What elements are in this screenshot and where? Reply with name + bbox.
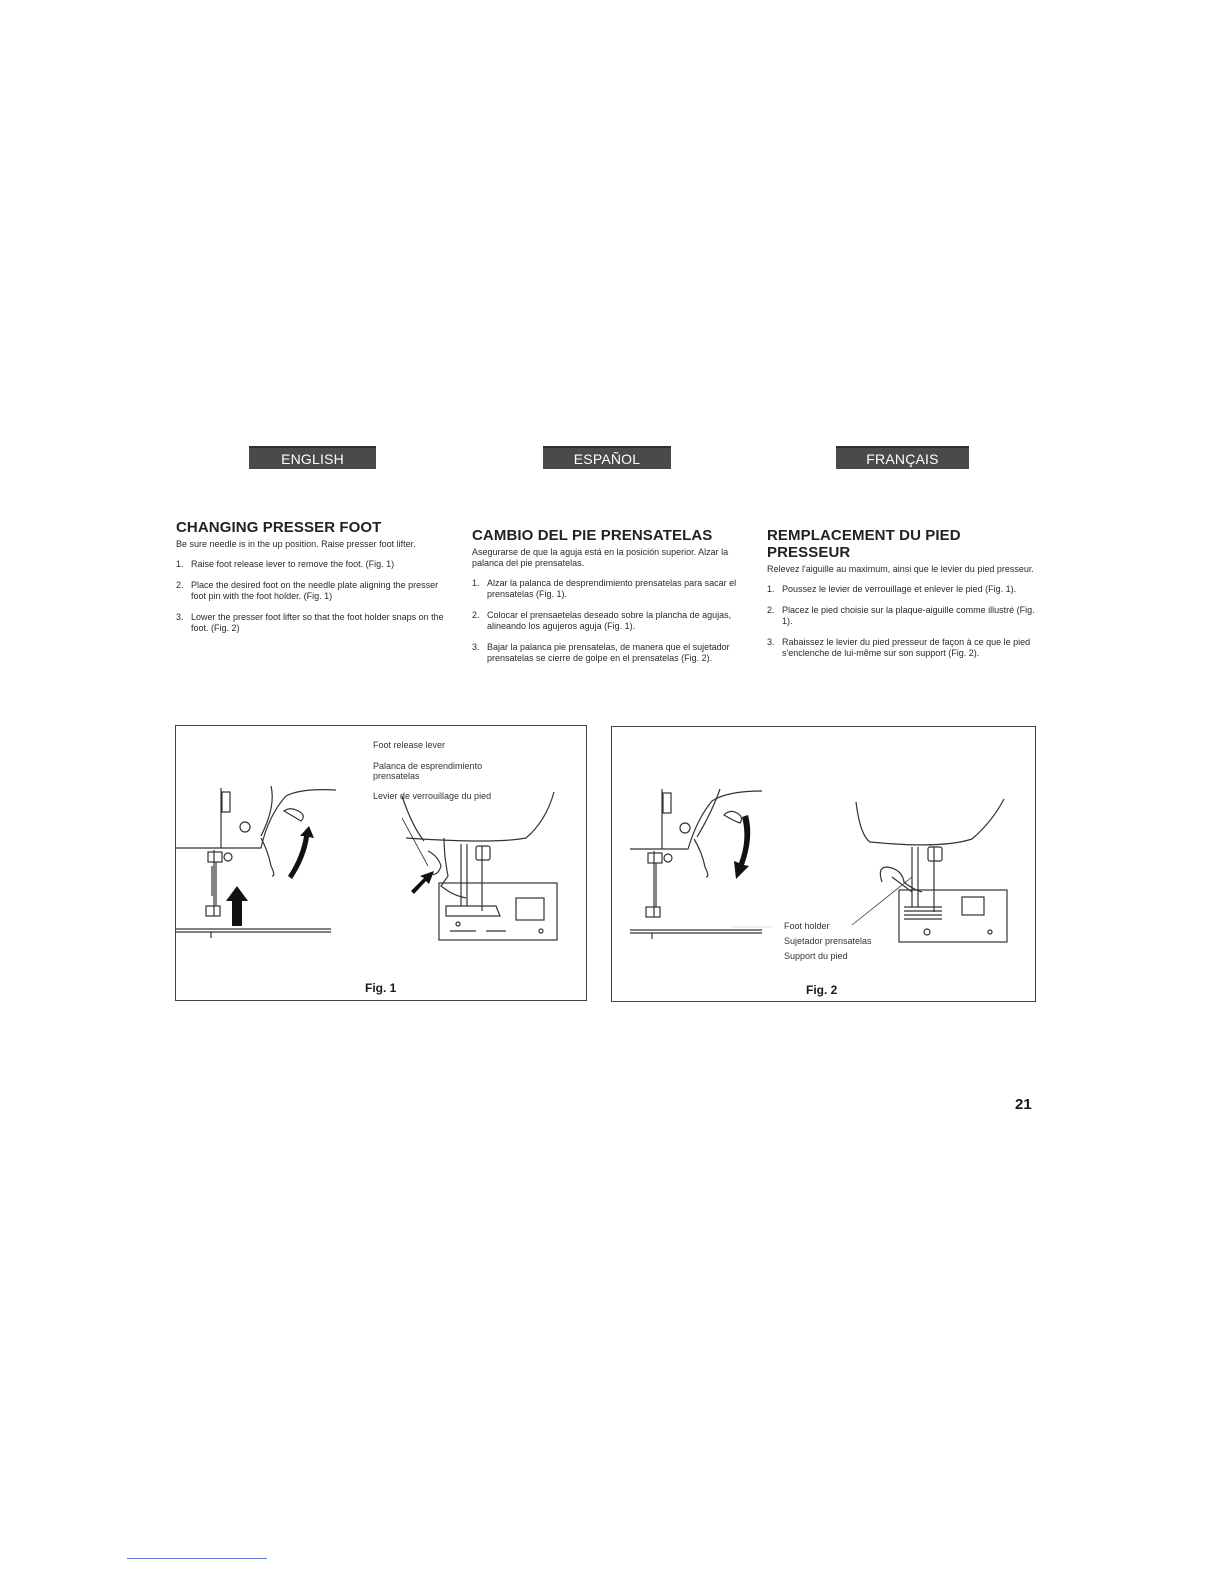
step-text: Bajar la palanca pie prensatelas, de manera que el sujetador prensatelas se cierre de golpe en el prensatelas (Fig. 2). <box>487 642 730 663</box>
step-text: Lower the presser foot lifter so that the foot holder snaps on the foot. (Fig. 2) <box>191 612 444 633</box>
fig2-label-es: Sujetador prensatelas <box>784 936 872 946</box>
step-text: Place the desired foot on the needle plate aligning the presser foot pin with the foot holder. (Fig. 1) <box>191 580 439 601</box>
list-item <box>176 559 448 570</box>
language-tab-french: FRANÇAIS <box>836 446 969 469</box>
french-section <box>767 527 1039 669</box>
step-number: 3. <box>472 642 480 652</box>
english-title: CHANGING PRESSER FOOT <box>176 519 382 536</box>
fig1-label-en: Foot release lever <box>373 740 446 750</box>
step-number: 1. <box>176 559 184 569</box>
fig2-caption: Fig. 2 <box>806 983 838 997</box>
step-number: 2. <box>472 610 480 620</box>
spanish-steps <box>472 578 742 664</box>
step-number: 2. <box>176 580 184 590</box>
fig2-label-en: Foot holder <box>784 921 830 931</box>
step-text: Rabaissez le levier du pied presseur de façon à ce que le pied s'enclenche de lui-même sur son support (Fig. 2). <box>782 637 1031 658</box>
list-item <box>472 578 742 600</box>
english-steps <box>176 559 448 634</box>
list-item <box>767 605 1039 627</box>
fig2-label-fr: Support du pied <box>784 951 848 961</box>
step-text: Placez le pied choisie sur la plaque-aiguille comme illustré (Fig. 1). <box>782 605 1035 626</box>
language-tab-spanish: ESPAÑOL <box>543 446 671 469</box>
spanish-title: CAMBIO DEL PIE PRENSATELAS <box>472 527 713 544</box>
language-tab-english: ENGLISH <box>249 446 376 469</box>
step-text: Poussez le levier de verrouillage et enlever le pied (Fig. 1). <box>782 584 1017 594</box>
figure-1 <box>175 725 587 1001</box>
english-section <box>176 519 448 644</box>
page-number: 21 <box>1015 1096 1032 1113</box>
spanish-section <box>472 527 742 674</box>
step-number: 2. <box>767 605 775 615</box>
footer-divider <box>127 1558 267 1559</box>
french-title: REMPLACEMENT DU PIED PRESSEUR <box>767 527 961 561</box>
figure-2 <box>611 726 1036 1002</box>
step-number: 1. <box>472 578 480 588</box>
fig1-label-fr: Levier de verrouillage du pied <box>373 791 492 801</box>
french-steps <box>767 584 1039 659</box>
list-item <box>472 642 742 664</box>
step-text: Raise foot release lever to remove the foot. (Fig. 1) <box>191 559 395 569</box>
fig1-caption: Fig. 1 <box>365 981 397 995</box>
fig1-label-es: Palanca de esprendimiento prensatelas <box>373 761 483 781</box>
english-intro: Be sure needle is in the up position. Raise presser foot lifter. <box>176 539 416 549</box>
list-item <box>472 610 742 632</box>
french-intro: Relevez l'aiguille au maximum, ainsi que le levier du pied presseur. <box>767 564 1034 574</box>
step-text: Alzar la palanca de desprendimiento prensatelas para sacar el prensatelas (Fig. 1). <box>487 578 737 599</box>
list-item <box>176 580 448 602</box>
step-number: 3. <box>767 637 775 647</box>
step-number: 3. <box>176 612 184 622</box>
spanish-intro: Asegurarse de que la aguja está en la posición superior. Alzar la palanca del pie prensatelas. <box>472 547 729 568</box>
list-item <box>767 584 1039 595</box>
step-number: 1. <box>767 584 775 594</box>
list-item <box>176 612 448 634</box>
step-text: Colocar el prensaetelas deseado sobre la plancha de agujas, alineando los agujeros aguja (Fig. 1). <box>487 610 732 631</box>
list-item <box>767 637 1039 659</box>
